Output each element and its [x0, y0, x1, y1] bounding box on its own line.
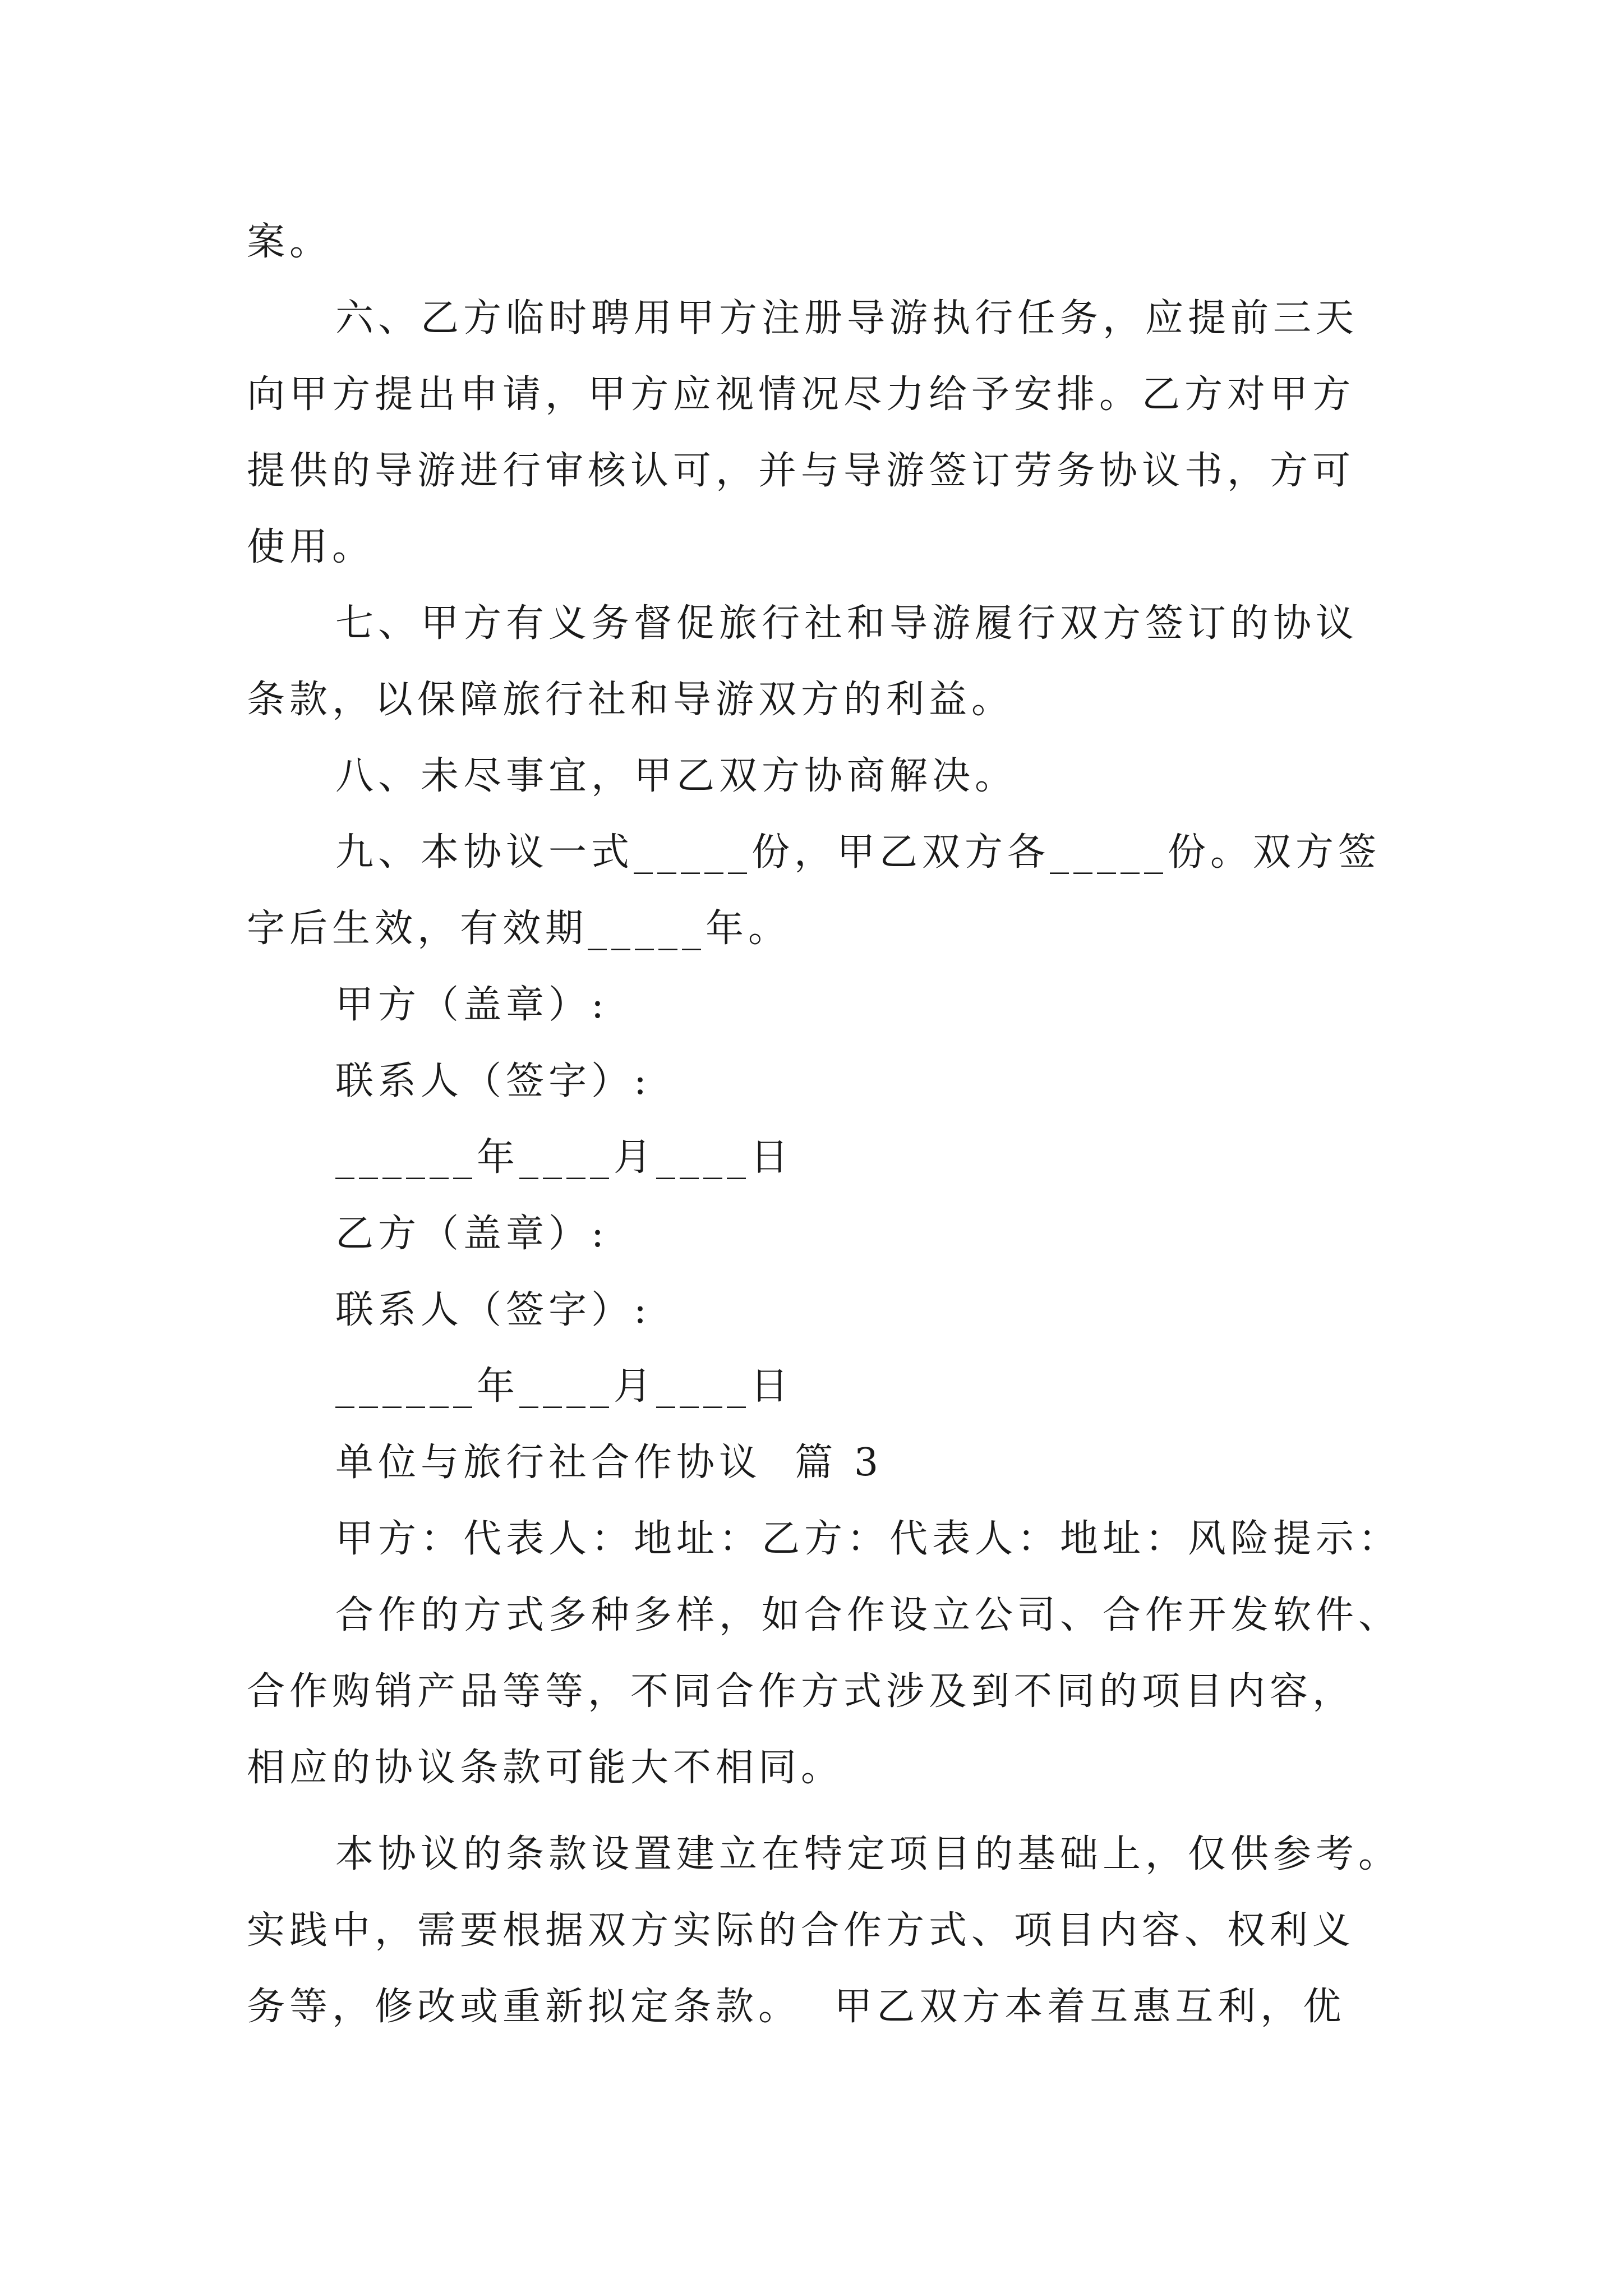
text-line: 务等，修改或重新拟定条款。 甲乙双方本着互惠互利，优: [247, 1985, 1346, 2029]
text-line: 乙方（盖章）:: [335, 1212, 608, 1256]
text-line: 甲方：代表人：地址：乙方：代表人：地址：风险提示：: [335, 1517, 1401, 1561]
text-line: 相应的协议条款可能大不相同。: [247, 1746, 844, 1790]
text-line: 联系人（签字）:: [335, 1288, 651, 1332]
text-line: 合作的方式多种多样，如合作设立公司、合作开发软件、: [335, 1593, 1401, 1637]
text-line: ______年____月____日: [335, 1364, 794, 1409]
text-line: 字后生效，有效期_____年。: [247, 907, 791, 951]
text-line: 甲方（盖章）:: [335, 983, 608, 1027]
text-line: 联系人（签字）:: [335, 1059, 651, 1103]
text-line: 八、未尽事宜，甲乙双方协商解决。: [335, 754, 1018, 798]
text-line: 七、甲方有义务督促旅行社和导游履行双方签订的协议: [335, 601, 1359, 646]
text-line: 本协议的条款设置建立在特定项目的基础上，仅供参考。: [335, 1832, 1401, 1876]
text-line: 向甲方提出申请，甲方应视情况尽力给予安排。乙方对甲方: [247, 372, 1355, 417]
text-line: ______年____月____日: [335, 1135, 794, 1180]
text-line: 案。: [247, 220, 333, 264]
text-line: 六、乙方临时聘用甲方注册导游执行任务，应提前三天: [335, 296, 1359, 341]
text-line: 条款，以保障旅行社和导游双方的利益。: [247, 678, 1015, 722]
text-line: 九、本协议一式_____份，甲乙双方各_____份。双方签: [335, 830, 1381, 875]
text-line: 使用。: [247, 525, 375, 569]
section-heading: 单位与旅行社合作协议 篇 3: [335, 1441, 883, 1485]
text-line: 提供的导游进行审核认可，并与导游签订劳务协议书，方可: [247, 449, 1355, 493]
text-line: 合作购销产品等等，不同合作方式涉及到不同的项目内容，: [247, 1669, 1355, 1714]
text-line: 实践中，需要根据双方实际的合作方式、项目内容、权利义: [247, 1908, 1355, 1953]
